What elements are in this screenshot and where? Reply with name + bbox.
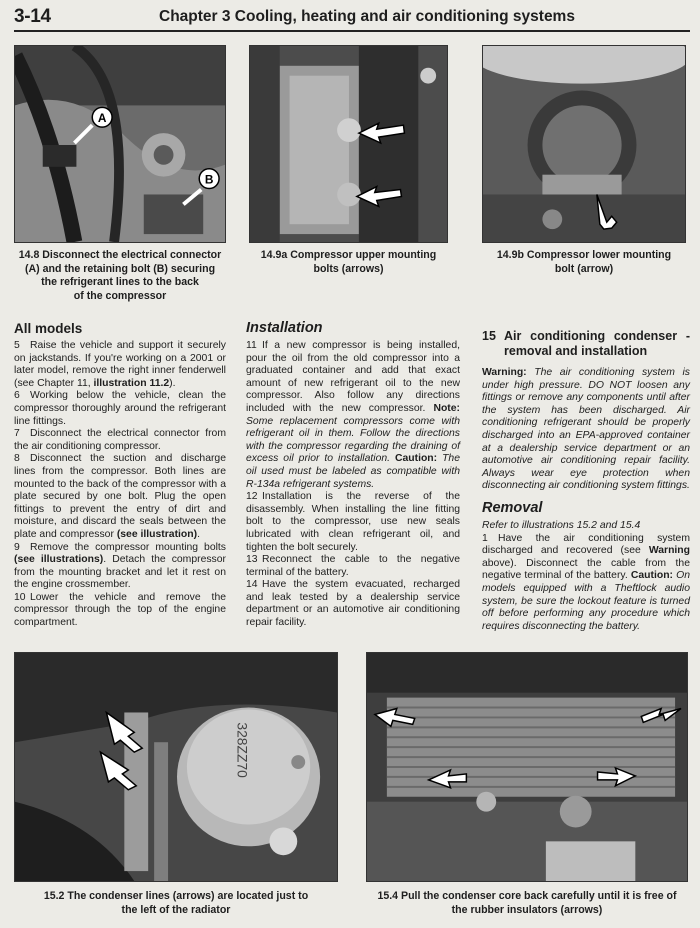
engine-photo-14-9b bbox=[483, 46, 685, 242]
paragraph-14: 14 Have the system evacuated, recharged and leak tested by a dealership service department or an automotive air conditioning repair facility. bbox=[246, 579, 460, 629]
paragraph-15-1: 1 Have the air conditioning system discharged and recovered (see Warning above). Disconnect the cable from the negative terminal of the battery. Caution: On models equipped with a Theftlock audio system, be sure the lockout feature is turned off before performing any procedure which requires disconnecting the battery. bbox=[482, 532, 691, 632]
paragraph-10: 10 Lower the vehicle and remove the compressor through the top of the engine compartment. bbox=[14, 591, 226, 629]
paragraph-6: 6 Working below the vehicle, clean the compressor thoroughly around the refrigerant line fittings. bbox=[14, 390, 226, 427]
page-header bbox=[14, 6, 690, 32]
caption-14-9b: 14.9b Compressor lower mounting bolt (arrow) bbox=[496, 249, 672, 275]
paragraph-12: 12 Installation is the reverse of the disassembly. When installing the line fitting bolt to the compressor, use new seals lubricated with clean refrigerant oil, and tighten the bolt securely. bbox=[246, 491, 460, 553]
callout-a: A bbox=[97, 111, 107, 126]
callout-b: B bbox=[204, 172, 214, 187]
section-15-title: 15 Air conditioning condenser - removal and installation bbox=[482, 329, 690, 358]
photo-14-9b bbox=[482, 45, 686, 243]
caption-14-9a: 14.9a Compressor upper mounting bolts (arrows) bbox=[260, 249, 437, 275]
page-number: 3-14 bbox=[14, 6, 51, 27]
heading-installation: Installation bbox=[246, 320, 323, 336]
part-number-stamp: 328ZZ70 bbox=[234, 722, 251, 778]
paragraph-5: 5 Raise the vehicle and support it securely on jackstands. If you're working on a 2001 or later model, remove the right inner fenderwell (see Chapter 11, illustration 11.2). bbox=[14, 340, 226, 389]
condenser-lines-photo bbox=[15, 653, 337, 881]
caption-14-8: 14.8 Disconnect the electrical connector (A) and the retaining bolt (B) securing the refrigerant lines to the back of the compressor bbox=[18, 249, 222, 302]
photo-14-8 bbox=[14, 45, 226, 243]
heading-removal: Removal bbox=[482, 499, 543, 516]
condenser-core-photo bbox=[367, 653, 687, 881]
engine-photo-14-8 bbox=[15, 46, 225, 242]
engine-photo-14-9a bbox=[250, 46, 447, 242]
photo-14-9a bbox=[249, 45, 448, 243]
column-2 bbox=[246, 321, 460, 630]
paragraph-8: 8 Disconnect the suction and discharge lines from the compressor. Both lines are mounted to the back of the compressor with a plate secured by one bolt. Plug the open fittings to prevent the entry of dirt and moisture, and discard the seals between the plate and compressor (see illustration). bbox=[14, 453, 226, 540]
column-1 bbox=[14, 321, 226, 630]
photo-15-2 bbox=[14, 652, 338, 882]
paragraph-9: 9 Remove the compressor mounting bolts (see illustrations). Detach the compressor from the mounting bracket and let it rest on the engine crossmember. bbox=[14, 541, 226, 591]
refer-line: Refer to illustrations 15.2 and 15.4 bbox=[482, 519, 641, 531]
warning-paragraph: Warning: The air conditioning system is under high pressure. DO NOT loosen any fittings or remove any components until after the system has been discharged. Air conditioning refrigerant should be properly discharged into an EPA-approved container at a dealership service department or an automotive air conditioning repair facility. Always wear eye protection when disconnecting air conditioning system fittings. bbox=[482, 367, 690, 492]
paragraph-13: 13 Reconnect the cable to the negative terminal of the battery. bbox=[246, 554, 460, 578]
column-3 bbox=[482, 329, 690, 633]
caption-15-4: 15.4 Pull the condenser core back carefully until it is free of the rubber insulators (arrows) bbox=[377, 890, 677, 916]
heading-all-models: All models bbox=[14, 321, 83, 336]
paragraph-11: 11 If a new compressor is being installed, pour the oil from the old compressor into a graduated container and add that exact amount of new refrigerant oil to the new compressor. Also follow any directions included with the new compressor. Note: Some replacement compressors come with refrigerant oil in them. Follow the directions with the compressor regarding the draining of excess oil prior to installation. Caution: The oil used must be labeled as compatible with R-134a refrigerant systems. bbox=[246, 340, 460, 490]
paragraph-7: 7 Disconnect the electrical connector from the air conditioning compressor. bbox=[14, 428, 226, 452]
caption-15-2: 15.2 The condenser lines (arrows) are located just to the left of the radiator bbox=[43, 890, 309, 916]
chapter-title: Chapter 3 Cooling, heating and air conditioning systems bbox=[159, 8, 575, 25]
photo-15-4 bbox=[366, 652, 688, 882]
